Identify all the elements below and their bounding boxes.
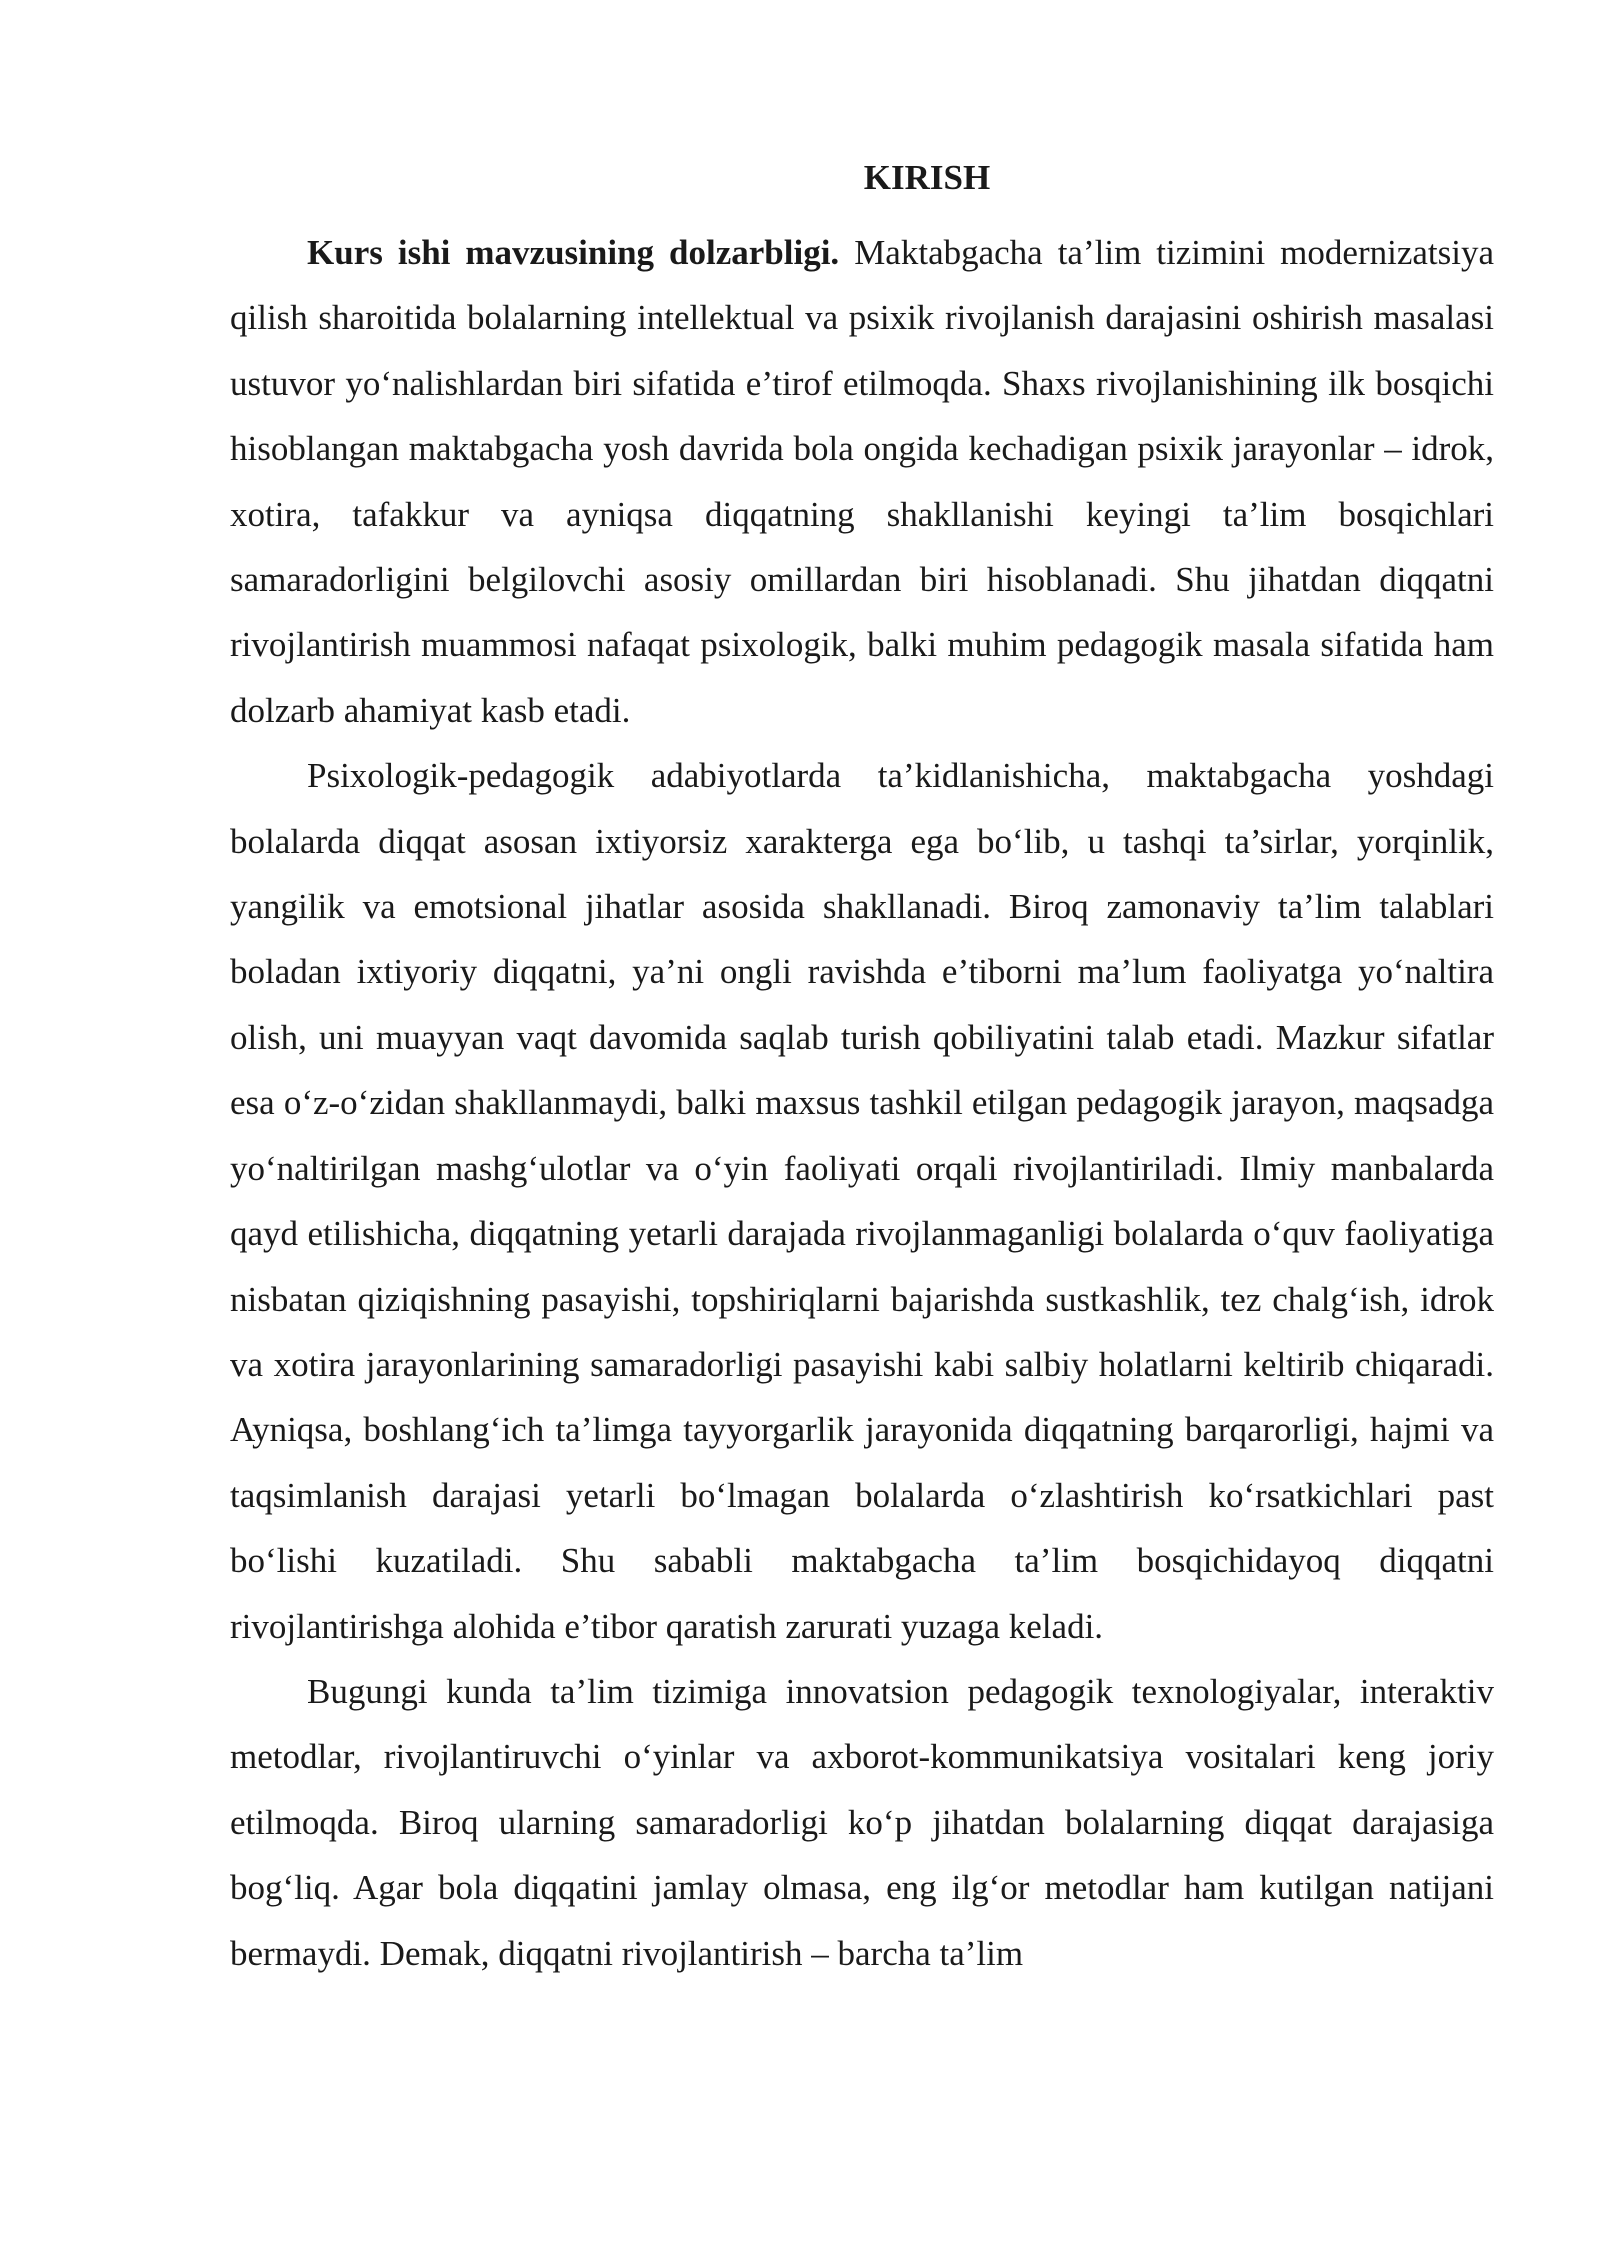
paragraph-lead-heading: Kurs ishi mavzusining dolzarbligi. xyxy=(307,233,840,272)
paragraph-text: Psixologik-pedagogik adabiyotlarda ta’kidlanishicha, maktabgacha yoshdagi bolalarda diqqat asosan ixtiyorsiz xarakterga ega bo‘lib, u tashqi ta’sirlar, yorqinlik, yangilik va emotsional jihatlar asosida shakllanadi. Biroq zamonaviy ta’lim talablari boladan ixtiyoriy diqqatni, ya’ni ongli ravishda e’tiborni ma’lum faoliyatga yo‘naltira olish, uni muayyan vaqt davomida saqlab turish qobiliyatini talab etadi. Mazkur sifatlar esa o‘z-o‘zidan shakllanmaydi, balki maxsus tashkil etilgan pedagogik jarayon, maqsadga yo‘naltirilgan mashg‘ulotlar va o‘yin faoliyati orqali rivojlantiriladi. Ilmiy manbalarda qayd etilishicha, diqqatning yetarli darajada rivojlanmaganligi bolalarda o‘quv faoliyatiga nisbatan qiziqishning pasayishi, topshiriqlarni bajarishda sustkashlik, tez chalg‘ish, idrok va xotira jarayonlarining samaradorligi pasayishi kabi salbiy holatlarni keltirib chiqaradi. Ayniqsa, boshlang‘ich ta’limga tayyorgarlik jarayonida diqqatning barqarorligi, hajmi va taqsimlanish darajasi yetarli bo‘lmagan bolalarda o‘zlashtirish ko‘rsatkichlari past bo‘lishi kuzatiladi. Shu sababli maktabgacha ta’lim bosqichidayoq diqqatni rivojlantirishga alohida e’tibor qaratish zarurati yuzaga keladi. xyxy=(230,756,1494,1646)
paragraph-text: Bugungi kunda ta’lim tizimiga innovatsion pedagogik texnologiyalar, interaktiv metodlar, rivojlantiruvchi o‘yinlar va axborot-kommunikatsiya vositalari keng joriy etilmoqda. Biroq ularning samaradorligi ko‘p jihatdan bolalarning diqqat darajasiga bog‘liq. Agar bola diqqatini jamlay olmasa, eng ilg‘or metodlar ham kutilgan natijani bermaydi. Demak, diqqatni rivojlantirish – barcha ta’lim xyxy=(230,1671,1494,1973)
paragraph-literature xyxy=(230,743,1494,1659)
page-title: KIRISH xyxy=(863,158,991,197)
paragraph-relevance xyxy=(230,220,1494,743)
paragraph-innovation xyxy=(230,1659,1494,1986)
paragraph-text: Maktabgacha ta’lim tizimini modernizatsiya qilish sharoitida bolalarning intellektual va psixik rivojlanish darajasini oshirish masalasi ustuvor yo‘nalishlardan biri sifatida e’tirof etilmoqda. Shaxs rivojlanishining ilk bosqichi hisoblangan maktabgacha yosh davrida bola ongida kechadigan psixik jarayonlar – idrok, xotira, tafakkur va ayniqsa diqqatning shakllanishi keyingi ta’lim bosqichlari samaradorligini belgilovchi asosiy omillardan biri hisoblanadi. Shu jihatdan diqqatni rivojlantirish muammosi nafaqat psixologik, balki muhim pedagogik masala sifatida ham dolzarb ahamiyat kasb etadi. xyxy=(230,233,1494,730)
document-body xyxy=(230,148,1494,1986)
